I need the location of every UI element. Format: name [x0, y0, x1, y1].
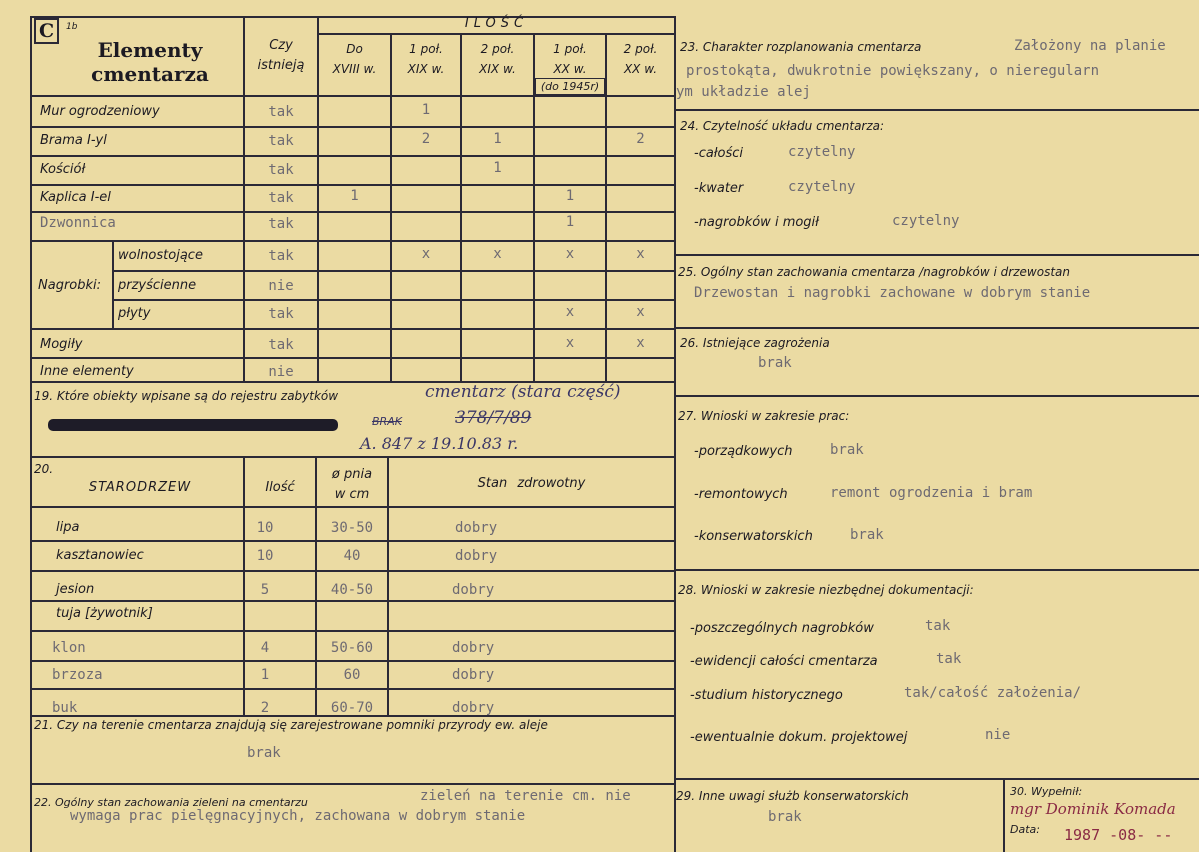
- q20-num: 20.: [34, 462, 54, 476]
- q27-label: 27. Wnioski w zakresie prac:: [678, 409, 850, 423]
- period-head-l2: XX w.: [623, 62, 658, 76]
- q26-value: brak: [758, 355, 792, 371]
- element-count: 1: [350, 188, 359, 204]
- q28-item-value: nie: [985, 727, 1011, 743]
- q22-value-2: wymaga prac pielęgnacyjnych, zachowana w dobrym stanie: [70, 808, 526, 824]
- tree-diameter: 60-70: [330, 700, 374, 716]
- element-count: 1: [565, 214, 575, 230]
- rule: [674, 778, 1199, 780]
- q22-label: 22. Ogólny stan zachowania zieleni na cmentarzu: [34, 796, 308, 809]
- element-count: x: [636, 335, 645, 351]
- tree-state: dobry: [455, 520, 498, 536]
- q19-handwritten-2: 378/7/89: [455, 408, 532, 428]
- tree-diameter: 40: [343, 548, 361, 564]
- rule: [30, 600, 675, 602]
- element-label: Inne elementy: [40, 364, 134, 379]
- tree-state: dobry: [455, 548, 498, 564]
- tree-diameter: 60: [343, 667, 361, 683]
- element-label: Brama I-yl: [40, 133, 107, 148]
- q25-value: Drzewostan i nagrobki zachowane w dobrym stanie: [694, 285, 1091, 301]
- element-exists: tak: [268, 306, 294, 322]
- tree-name: jesion: [56, 582, 95, 597]
- rule: [674, 16, 676, 852]
- tree-name: buk: [52, 700, 78, 716]
- tree-diameter: 50-60: [330, 640, 374, 656]
- rule: [30, 630, 675, 632]
- element-count: x: [565, 246, 575, 262]
- rule: [30, 357, 675, 359]
- rule: [112, 299, 675, 301]
- tree-state: dobry: [452, 667, 495, 683]
- graves-label: Nagrobki:: [38, 278, 102, 293]
- q25-label: 25. Ogólny stan zachowania cmentarza /nagrobków i drzewostan: [678, 265, 1070, 279]
- q20-head-state: Stan zdrowotny: [477, 476, 586, 491]
- q23-value-2: prostokąta, dwukrotnie powiększany, o nieregularn: [686, 63, 1100, 79]
- q27-item-value: brak: [830, 442, 864, 458]
- element-count: x: [565, 335, 575, 351]
- q19-handwritten-1: cmentarz (stara część): [425, 382, 621, 402]
- rule: [30, 540, 675, 542]
- element-exists: tak: [268, 104, 294, 120]
- q28-item-label: -ewidencji całości cmentarza: [690, 654, 878, 669]
- rule: [30, 506, 675, 508]
- element-count: x: [493, 246, 502, 262]
- element-label: Dzwonnica: [40, 215, 116, 231]
- element-count: 1: [493, 160, 502, 176]
- rule: [30, 456, 675, 458]
- rule: [674, 395, 1199, 397]
- element-count: 2: [421, 131, 431, 147]
- element-count: 1: [421, 102, 431, 118]
- element-label: Mur ogrodzeniowy: [40, 104, 160, 119]
- col-count: ILOŚĆ: [464, 16, 529, 31]
- col-exists-1: Czy: [269, 38, 293, 53]
- tree-state: dobry: [452, 582, 495, 598]
- rule: [30, 126, 675, 128]
- rule: [387, 456, 389, 716]
- q20-head-qty: Ilość: [265, 480, 295, 495]
- q30-date-label: Data:: [1010, 823, 1040, 836]
- element-label: Kaplica I-el: [40, 190, 111, 205]
- q24-item-label: -całości: [694, 146, 744, 161]
- q21-label: 21. Czy na terenie cmentarza znajdują się zarejestrowane pomniki przyrody ew. aleje: [34, 718, 548, 732]
- rule: [30, 184, 675, 186]
- rule: [112, 240, 114, 329]
- element-exists: tak: [268, 133, 294, 149]
- q24-item-label: -nagrobków i mogił: [694, 215, 819, 230]
- tree-name: brzoza: [52, 667, 103, 683]
- q24-item-label: -kwater: [694, 181, 744, 196]
- q27-item-value: brak: [850, 527, 884, 543]
- rule: [30, 211, 675, 213]
- q30-name-stamp: mgr Dominik Komada: [1010, 800, 1176, 818]
- element-exists: tak: [268, 190, 294, 206]
- period-head-l1: 2 poł.: [480, 42, 515, 56]
- rule: [30, 16, 32, 852]
- q29-label: 29. Inne uwagi służb konserwatorskich: [676, 789, 909, 803]
- tree-qty: 10: [256, 520, 274, 536]
- q28-item-value: tak/całość założenia/: [904, 685, 1082, 701]
- q19-handwritten-3: A. 847 z 19.10.83 r.: [360, 434, 519, 453]
- tree-name: lipa: [56, 520, 80, 535]
- period-head-l2: XX w.: [553, 62, 587, 76]
- q27-item-label: -remontowych: [694, 487, 788, 502]
- q28-item-label: -ewentualnie dokum. projektowej: [690, 730, 908, 745]
- q27-item-label: -konserwatorskich: [694, 529, 813, 544]
- tree-qty: 2: [260, 700, 270, 716]
- q23-value-3: ym układzie alej: [676, 84, 811, 100]
- rule: [674, 109, 1199, 111]
- rule: [30, 783, 675, 785]
- element-count: x: [421, 246, 431, 262]
- rule: [30, 240, 675, 242]
- q28-item-label: -poszczególnych nagrobków: [690, 621, 874, 636]
- element-count: 1: [493, 131, 502, 147]
- q28-item-value: tak: [925, 618, 951, 634]
- q28-item-value: tak: [936, 651, 962, 667]
- q27-item-label: -porządkowych: [694, 444, 793, 459]
- q29-value: brak: [768, 809, 802, 825]
- rule: [30, 660, 675, 662]
- element-exists: tak: [268, 248, 294, 264]
- element-label: przyścienne: [118, 278, 197, 293]
- q24-label: 24. Czytelność układu cmentarza:: [680, 119, 885, 133]
- q24-item-value: czytelny: [788, 144, 856, 160]
- title-line-1: Elementy: [97, 38, 203, 62]
- tree-name: kasztanowiec: [56, 548, 144, 563]
- q27-item-value: remont ogrodzenia i bram: [830, 485, 1033, 501]
- title-line-2: cmentarza: [91, 62, 209, 86]
- tree-diameter: 40-50: [330, 582, 374, 598]
- period-head-l1: 1 poł.: [553, 42, 587, 56]
- element-label: Mogiły: [40, 337, 83, 352]
- rule: [30, 95, 675, 97]
- rule: [674, 254, 1199, 256]
- q26-label: 26. Istniejące zagrożenia: [680, 336, 830, 350]
- tree-name: tuja [żywotnik]: [56, 606, 153, 621]
- period-head-l1: Do: [346, 42, 363, 56]
- element-exists: tak: [268, 162, 294, 178]
- element-count: 1: [565, 188, 575, 204]
- element-count: x: [565, 304, 575, 320]
- rule: [317, 33, 675, 35]
- rule: [30, 688, 675, 690]
- card-number: 1b: [66, 22, 78, 32]
- element-exists: nie: [268, 278, 294, 294]
- q19-struck: BRAK: [372, 415, 402, 428]
- q20-head-dia-2: w cm: [334, 487, 370, 502]
- redaction-bar: [48, 419, 338, 431]
- period-head-l2: XIX w.: [479, 62, 516, 76]
- tree-qty: 1: [260, 667, 270, 683]
- q30-date-stamp: 1987 -08- --: [1064, 826, 1173, 844]
- q23-value-1: Założony na planie: [1014, 38, 1166, 54]
- q20-head-dia-1: ø pnia: [331, 467, 373, 482]
- element-label: płyty: [118, 306, 151, 321]
- element-label: Kościół: [40, 162, 86, 177]
- tree-state: dobry: [452, 640, 495, 656]
- rule: [30, 155, 675, 157]
- q28-label: 28. Wnioski w zakresie niezbędnej dokumentacji:: [678, 583, 974, 597]
- q24-item-value: czytelny: [892, 213, 960, 229]
- tree-qty: 5: [260, 582, 270, 598]
- period-head-l3: (do 1945r): [535, 78, 605, 95]
- rule: [674, 569, 1199, 571]
- tree-name: klon: [52, 640, 86, 656]
- card-letter: C: [34, 18, 59, 44]
- period-head-l1: 1 poł.: [409, 42, 443, 56]
- tree-qty: 10: [256, 548, 274, 564]
- element-label: wolnostojące: [118, 248, 203, 263]
- rule: [30, 570, 675, 572]
- tree-diameter: 30-50: [330, 520, 374, 536]
- q28-item-label: -studium historycznego: [690, 688, 843, 703]
- element-exists: tak: [268, 216, 294, 232]
- q20-head-name: STARODRZEW: [88, 480, 192, 495]
- col-exists-2: istnieją: [257, 58, 305, 73]
- element-count: x: [636, 246, 645, 262]
- q22-value-1: zieleń na terenie cm. nie: [420, 788, 631, 804]
- rule: [1003, 778, 1005, 852]
- rule: [112, 270, 675, 272]
- q19-label: 19. Które obiekty wpisane są do rejestru zabytków: [34, 389, 339, 403]
- period-head-l1: 2 poł.: [623, 42, 658, 56]
- tree-state: dobry: [452, 700, 495, 716]
- element-count: 2: [636, 131, 645, 147]
- period-head-l2: XIX w.: [407, 62, 445, 76]
- element-count: x: [636, 304, 645, 320]
- element-exists: nie: [268, 364, 294, 380]
- tree-qty: 4: [260, 640, 270, 656]
- rule: [674, 327, 1199, 329]
- q21-value: brak: [247, 745, 281, 761]
- period-head-l2: XVIII w.: [332, 62, 377, 76]
- q30-label: 30. Wypełnił:: [1010, 785, 1083, 798]
- element-exists: tak: [268, 337, 294, 353]
- q24-item-value: czytelny: [788, 179, 856, 195]
- q23-label: 23. Charakter rozplanowania cmentarza: [680, 40, 922, 54]
- rule: [30, 328, 675, 330]
